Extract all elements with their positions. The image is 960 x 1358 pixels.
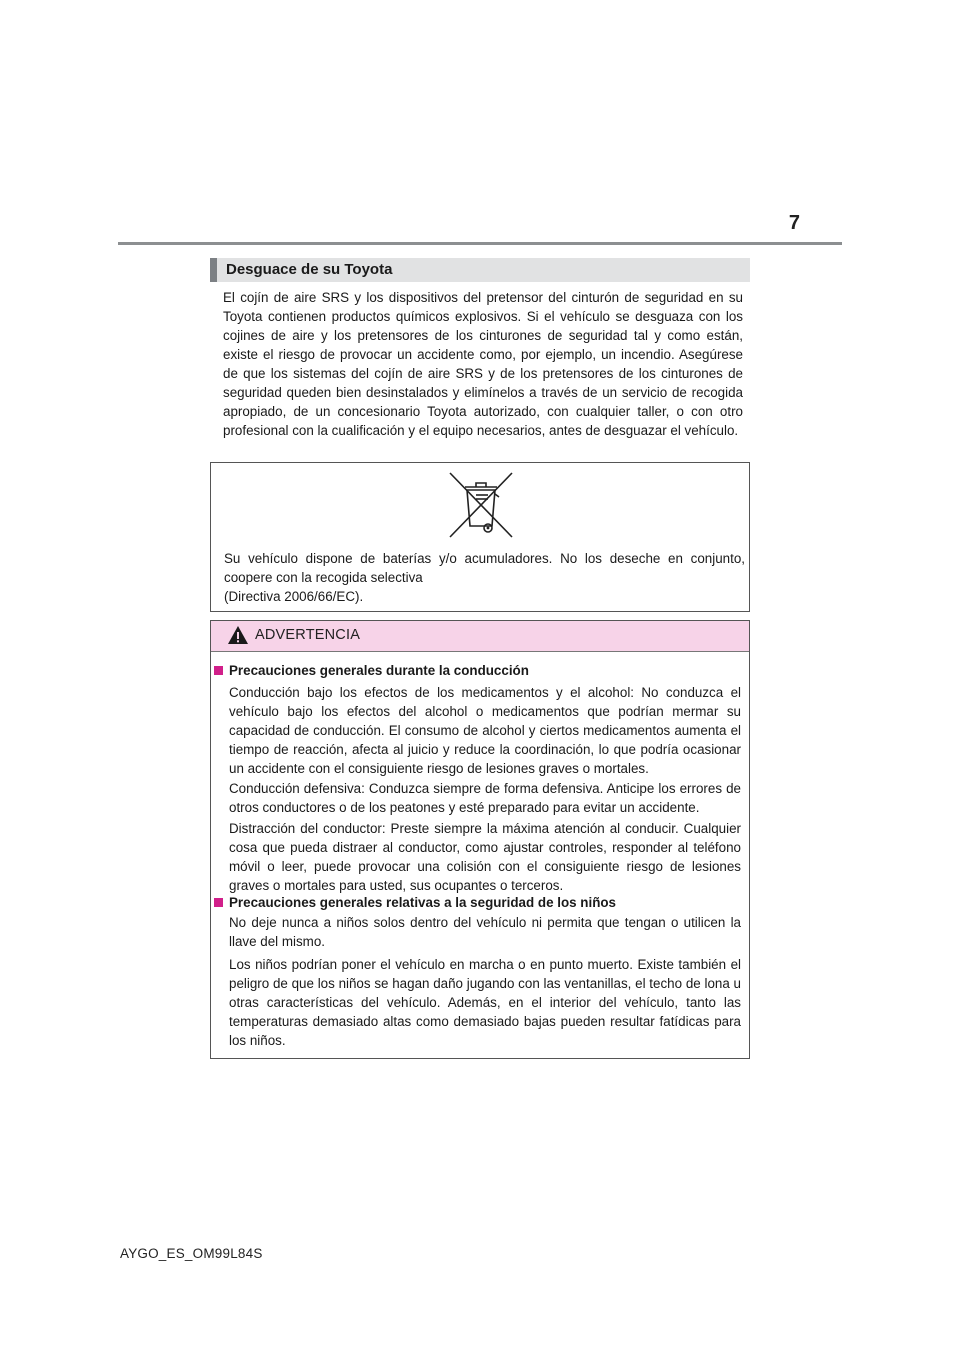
warning-paragraph: Conducción defensiva: Conduzca siempre de forma defensiva. Anticipe los errores de otros conductores o de los peatones y esté preparado para evitar un accidente. (229, 781, 741, 815)
footer-document-code: AYGO_ES_OM99L84S (120, 1246, 263, 1261)
warning-triangle-icon (227, 625, 249, 645)
warning-subheading-text: Precauciones generales durante la conducción (229, 663, 529, 678)
page-number: 7 (788, 212, 800, 234)
warning-subheading (214, 893, 616, 912)
recycle-notice-line: (Directiva 2006/66/EC). (224, 589, 364, 604)
recycle-notice-box (210, 462, 750, 612)
warning-box (210, 620, 750, 1059)
square-bullet-icon (214, 666, 223, 675)
section-heading: Desguace de su Toyota (210, 258, 750, 282)
warning-paragraph: Los niños podrían poner el vehículo en marcha o en punto muerto. Existe también el peligro de que los niños se hagan daño jugando con las ventanillas, el techo de lona u otras características del vehículo. Además, en el interior del vehículo, tanto las temperaturas demasiado altas como demasiado bajas pueden resultar fatídicas para los niños. (229, 957, 741, 1048)
crossed-out-wheeled-bin-icon (448, 471, 514, 539)
warning-paragraph: Distracción del conductor: Preste siempre la máxima atención al conducir. Cualquier cosa que pueda distraer al conductor, como ajustar controles, responder al teléfono móvil o leer, puede provocar una colisión con el consiguiente riesgo de lesiones graves o mortales para usted, sus ocupantes o terceros. (229, 821, 741, 893)
section-body: El cojín de aire SRS y los dispositivos del pretensor del cinturón de seguridad en su Toyota contienen productos químicos explosivos. Si el vehículo se desguaza con los cojines de aire y los pretensores de los cinturones de seguridad tal y como están, existe el riesgo de provocar un accidente como, por ejemplo, un incendio. Asegúrese de que los sistemas del cojín de aire SRS y de los pretensores de los cinturones de seguridad queden bien desinstalados y elimínelos a través de un servicio de recogida apropiado, de un concesionario Toyota autorizado, con cualquier taller, o con otro profesional con la cualificación y el equipo necesarios, antes de desguazar el vehículo. (223, 290, 743, 438)
warning-paragraph: Conducción bajo los efectos de los medicamentos y el alcohol: No conduzca el vehículo bajo los efectos del alcohol o medicamentos que podrían mermar su capacidad de conducción. El consumo de alcohol y ciertos medicamentos aumenta el tiempo de reacción, afecta al juicio y reduce la coordinación, lo que podría ocasionar un accidente con el consiguiente riesgo de lesiones graves o mortales. (229, 685, 741, 776)
square-bullet-icon (214, 898, 223, 907)
recycle-notice-line: coopere con la recogida selectiva (224, 570, 423, 585)
warning-title: ADVERTENCIA (255, 627, 361, 643)
warning-subheading (214, 661, 529, 680)
warning-subheading-text: Precauciones generales relativas a la seguridad de los niños (229, 895, 617, 910)
warning-paragraph: No deje nunca a niños solos dentro del vehículo ni permita que tengan o utilicen la llave del mismo. (229, 915, 741, 949)
recycle-notice-line: Su vehículo dispone de baterías y/o acumuladores. No los deseche en conjunto, (224, 551, 745, 566)
warning-header (211, 621, 749, 652)
header-rule (118, 242, 842, 245)
recycle-notice-text (224, 549, 745, 606)
